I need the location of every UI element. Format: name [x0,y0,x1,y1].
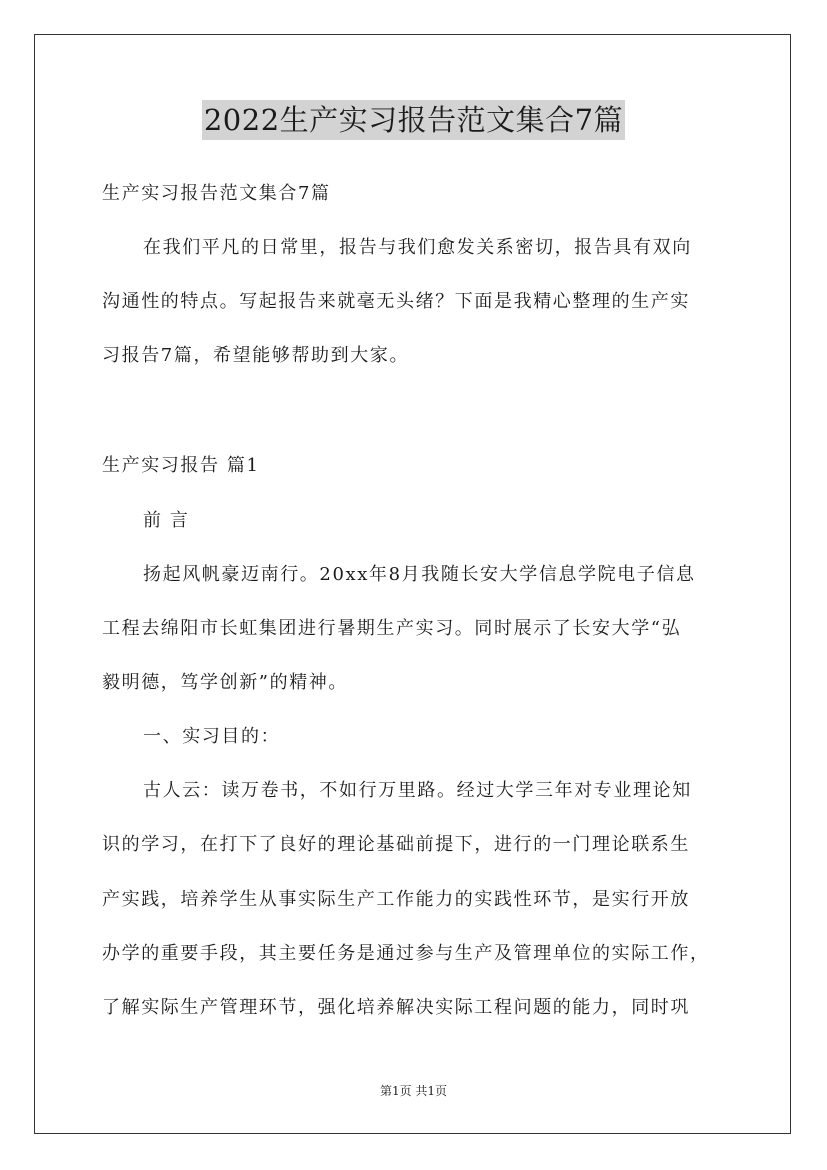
paragraph-line: 了解实际生产管理环节，强化培养解决实际工程问题的能力，同时巩 [102,997,690,1018]
paragraph-line: 毅明德，笃学创新”的精神。 [102,672,349,693]
page-footer: 第1页 共1页 [379,1084,448,1098]
title-container [0,100,827,140]
paragraph-line: 古人云：读万卷书，不如行万里路。经过大学三年对专业理论知 [143,780,692,801]
paragraph-line: 沟通性的特点。写起报告来就毫无头绪？下面是我精心整理的生产实 [102,291,690,312]
paragraph-line: 扬起风帆豪迈南行。20xx年8月我随长安大学信息学院电子信息 [143,564,696,585]
subheading-preface: 前 言 [143,510,190,531]
paragraph-line: 习报告7篇，希望能够帮助到大家。 [102,345,410,366]
subtitle-line: 生产实习报告范文集合7篇 [102,183,331,204]
paragraph-line: 识的学习，在打下了良好的理论基础前提下，进行的一门理论联系生 [102,834,690,855]
paragraph-line: 产实践，培养学生从事实际生产工作能力的实践性环节，是实行开放 [102,889,690,910]
paragraph-line: 在我们平凡的日常里，报告与我们愈发关系密切，报告具有双向 [143,237,692,258]
paragraph-line: 工程去绵阳市长虹集团进行暑期生产实习。同时展示了长安大学“弘 [102,618,682,639]
paragraph-line: 办学的重要手段，其主要任务是通过参与生产及管理单位的实际工作， [102,943,710,964]
subheading-purpose: 一、实习目的： [143,726,281,747]
section-heading: 生产实习报告 篇1 [102,455,260,476]
document-title: 2022生产实习报告范文集合7篇 [202,100,625,140]
